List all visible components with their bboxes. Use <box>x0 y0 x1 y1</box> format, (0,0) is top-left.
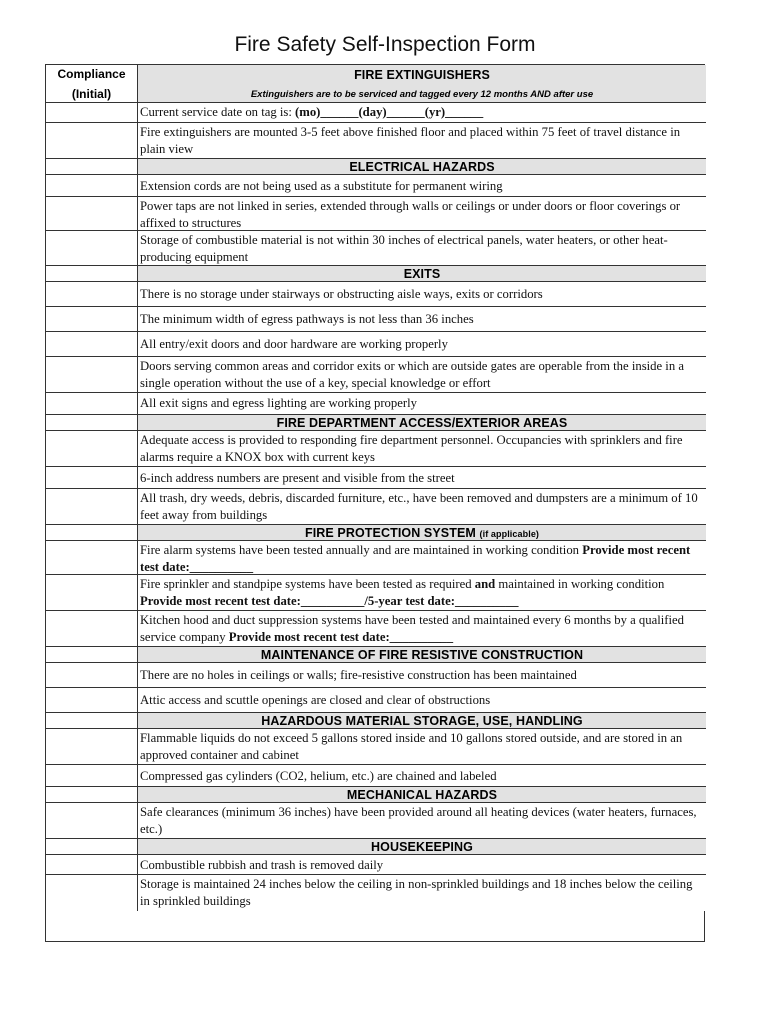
compliance-cell[interactable] <box>46 431 138 467</box>
kitchen-hood-test-date: Provide most recent test date:__________ <box>228 630 454 644</box>
checklist-item <box>138 575 706 611</box>
compliance-cell[interactable] <box>46 803 138 839</box>
fire-alarm-test-date: Provide most recent test date:__________ <box>140 543 691 574</box>
compliance-cell[interactable] <box>46 231 138 266</box>
section-gap-cell <box>46 839 138 855</box>
section-gap-cell <box>46 159 138 175</box>
checklist-item <box>138 611 706 647</box>
checklist-item: All trash, dry weeds, debris, discarded furniture, etc., have been removed and dumpsters are a minimum of 10 feet away from buildings <box>138 489 706 525</box>
compliance-cell[interactable] <box>46 123 138 159</box>
section-heading-fire-extinguishers: FIRE EXTINGUISHERS <box>138 65 706 88</box>
compliance-header-line2: (Initial) <box>71 86 112 101</box>
checklist-item: Storage is maintained 24 inches below the ceiling in non-sprinkled buildings and 18 inches below the ceiling in sprinkled buildings <box>138 875 706 911</box>
checklist-item: Attic access and scuttle openings are closed and clear of obstructions <box>138 688 706 713</box>
section-gap-cell <box>46 647 138 663</box>
checklist-item: 6-inch address numbers are present and visible from the street <box>138 467 706 489</box>
section-heading-fire-protection-system <box>138 525 706 541</box>
compliance-cell[interactable] <box>46 332 138 357</box>
section-subheading-fire-extinguishers: Extinguishers are to be serviced and tagged every 12 months AND after use <box>138 87 706 103</box>
checklist-item: Fire extinguishers are mounted 3-5 feet above finished floor and placed within 75 feet of travel distance in plain view <box>138 123 706 159</box>
compliance-cell[interactable] <box>46 175 138 197</box>
section-gap-cell <box>46 713 138 729</box>
checklist-item: Flammable liquids do not exceed 5 gallons stored inside and 10 gallons stored outside, and are stored in an approved container and cabinet <box>138 729 706 765</box>
checklist-item: Adequate access is provided to responding fire department personnel. Occupancies with sprinklers and fire alarms require a KNOX box with current keys <box>138 431 706 467</box>
checklist-item: Combustible rubbish and trash is removed daily <box>138 855 706 875</box>
compliance-cell[interactable] <box>46 541 138 575</box>
inspection-form-table <box>45 64 705 942</box>
compliance-header-line1: Compliance <box>57 66 126 81</box>
section-heading-fire-department-access: FIRE DEPARTMENT ACCESS/EXTERIOR AREAS <box>138 415 706 431</box>
compliance-cell[interactable] <box>46 729 138 765</box>
compliance-cell[interactable] <box>46 875 138 911</box>
checklist-item <box>138 541 706 575</box>
compliance-cell[interactable] <box>46 282 138 307</box>
checklist-item: There is no storage under stairways or obstructing aisle ways, exits or corridors <box>138 282 706 307</box>
checklist-item: There are no holes in ceilings or walls; fire-resistive construction has been maintained <box>138 663 706 688</box>
sprinkler-test-date: Provide most recent test date:__________/5-year test date:__________ <box>140 594 519 608</box>
compliance-cell[interactable] <box>46 307 138 332</box>
checklist-item: Power taps are not linked in series, extended through walls or ceilings or under doors or floor coverings or affixed to structures <box>138 197 706 231</box>
checklist-item: Safe clearances (minimum 36 inches) have been provided around all heating devices (water heaters, furnaces, etc.) <box>138 803 706 839</box>
compliance-cell[interactable] <box>46 393 138 415</box>
fire-alarm-text: Fire alarm systems have been tested annually and are maintained in working condition <box>140 543 583 557</box>
compliance-cell[interactable] <box>46 489 138 525</box>
kitchen-hood-text: Kitchen hood and duct suppression systems have been tested and maintained every 6 months by a qualified service company <box>140 613 685 644</box>
sprinkler-text-2: maintained in working condition <box>495 577 665 591</box>
compliance-cell[interactable] <box>46 688 138 713</box>
checklist-item: Doors serving common areas and corridor exits or which are outside gates are operable from the inside in a single operation without the use of a key, special knowledge or effort <box>138 357 706 393</box>
checklist-item: All exit signs and egress lighting are working properly <box>138 393 706 415</box>
section-heading-exits: EXITS <box>138 266 706 282</box>
compliance-cell[interactable] <box>46 765 138 787</box>
fire-protection-heading-text: FIRE PROTECTION SYSTEM <box>304 526 476 540</box>
checklist-item: All entry/exit doors and door hardware are working properly <box>138 332 706 357</box>
compliance-cell[interactable] <box>46 197 138 231</box>
compliance-cell[interactable] <box>46 357 138 393</box>
sprinkler-and: and <box>474 577 496 591</box>
sprinkler-text: Fire sprinkler and standpipe systems have been tested as required <box>140 577 475 591</box>
section-gap-cell <box>46 525 138 541</box>
compliance-cell[interactable] <box>46 855 138 875</box>
section-heading-maintenance-fire-resistive: MAINTENANCE OF FIRE RESISTIVE CONSTRUCTION <box>138 647 706 663</box>
section-heading-electrical-hazards: ELECTRICAL HAZARDS <box>138 159 706 175</box>
page-title: Fire Safety Self-Inspection Form <box>234 33 536 56</box>
checklist-item: Storage of combustible material is not within 30 inches of electrical panels, water heaters, or other heat-producing equipment <box>138 231 706 266</box>
compliance-cell[interactable] <box>46 103 138 123</box>
section-gap-cell <box>46 787 138 803</box>
service-date-label: Current service date on tag is: <box>140 105 296 119</box>
compliance-cell[interactable] <box>46 663 138 688</box>
compliance-cell[interactable] <box>46 467 138 489</box>
section-heading-mechanical-hazards: MECHANICAL HAZARDS <box>138 787 706 803</box>
section-heading-housekeeping: HOUSEKEEPING <box>138 839 706 855</box>
checklist-item: Extension cords are not being used as a substitute for permanent wiring <box>138 175 706 197</box>
compliance-cell[interactable] <box>46 575 138 611</box>
section-heading-hazardous-material: HAZARDOUS MATERIAL STORAGE, USE, HANDLING <box>138 713 706 729</box>
section-gap-cell <box>46 266 138 282</box>
fire-protection-heading-note: (if applicable) <box>479 529 540 539</box>
compliance-header <box>46 65 138 103</box>
section-gap-cell <box>46 415 138 431</box>
service-date-fields: (mo)______(day)______(yr)______ <box>295 105 484 119</box>
checklist-item: Compressed gas cylinders (CO2, helium, etc.) are chained and labeled <box>138 765 706 787</box>
checklist-item: The minimum width of egress pathways is not less than 36 inches <box>138 307 706 332</box>
compliance-cell[interactable] <box>46 611 138 647</box>
checklist-item <box>138 103 706 123</box>
